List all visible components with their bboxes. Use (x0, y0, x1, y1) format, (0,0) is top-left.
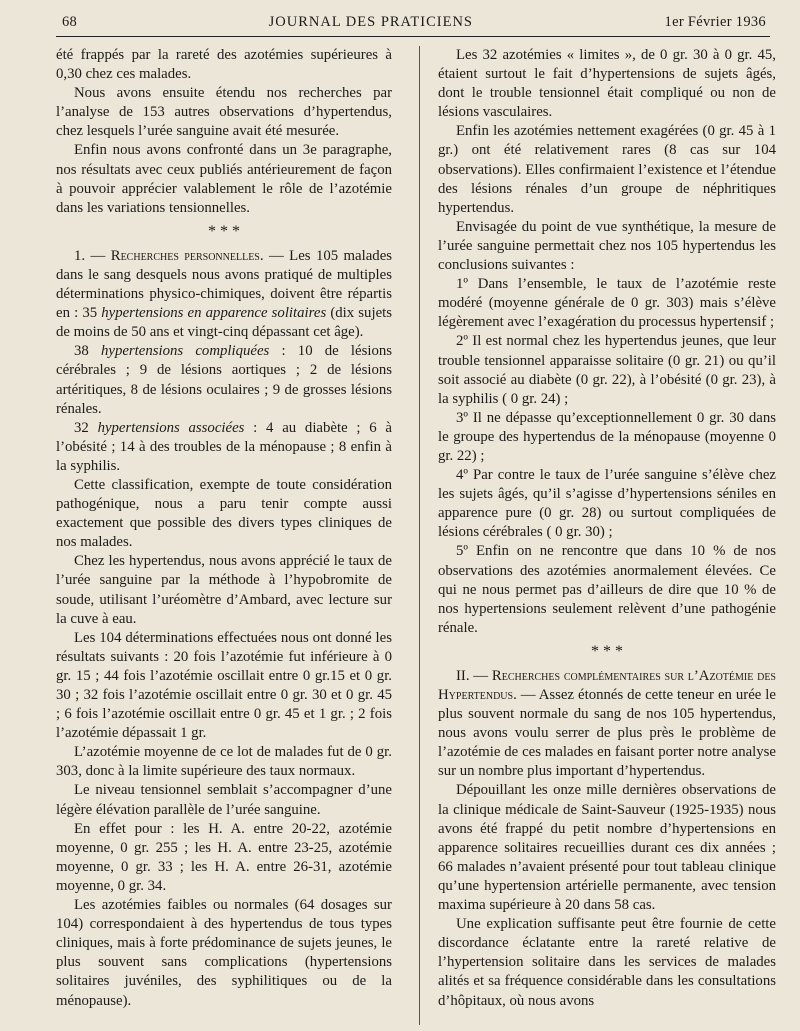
left-column (56, 46, 392, 1011)
paragraph: 2º Il est normal chez les hypertendus jeunes, que leur trouble tensionnel apparaisse solitaire (0 gr. 21) ou qu’il soit associé au diabète (0 gr. 22), à l’obésité (0 gr. 23), à la syphilis ( 0 gr. 24) ; (438, 333, 776, 407)
section-heading-paragraph (56, 247, 392, 342)
paragraph: Les 32 azotémies « limites », de 0 gr. 30 à 0 gr. 45, étaient surtout le fait d’hypertensions de sujets âgés, dont le trouble tensionnel était compliqué ou non de lésions vasculaires. (438, 47, 776, 121)
section-number: II. — (456, 667, 489, 684)
emphasis: hypertensions associées (97, 419, 245, 436)
paragraph (56, 342, 392, 418)
paragraph: L’azotémie moyenne de ce lot de malades fut de 0 gr. 303, donc à la limite supérieure des taux normaux. (56, 744, 392, 780)
paragraph: été frappés par la rareté des azotémies supérieures à 0,30 chez ces malades. (56, 47, 392, 83)
section-separator: * * * (591, 642, 623, 660)
paragraph: Nous avons ensuite étendu nos recherches par l’analyse de 153 autres observations d’hypertendus, chez lesquels l’urée sanguine avait été mesurée. (56, 85, 392, 140)
page-number: 68 (62, 14, 78, 30)
paragraph: Chez les hypertendus, nous avons apprécié le taux de l’urée sanguine par la méthode à l’hypobromite de soude, utilisant l’uréomètre d’Ambard, avec lecture sur la cuve à eau. (56, 553, 392, 627)
paragraph-text: : 4 au diabète ; 6 à l’obésité ; 14 à des troubles de la ménopause ; 8 enfin à la syphilis. (56, 419, 392, 474)
paragraph: Enfin les azotémies nettement exagérées (0 gr. 45 à 1 gr.) ont été relativement rares (8 cas sur 104 observations). Elles confirmaient l’existence et l’étendue des lésions rénales d’un groupe de néphritiques hypertendus. (438, 123, 776, 216)
paragraph: 1º Dans l’ensemble, le taux de l’azotémie reste modéré (moyenne générale de 0 gr. 303) mais s’élève légèrement avec l’exagération du processus hypertensif ; (438, 276, 776, 331)
issue-date: 1er Février 1936 (664, 14, 766, 30)
paragraph: 4º Par contre le taux de l’urée sanguine s’élève chez les sujets âgés, qu’il s’agisse d’hypertensions séniles en apparence pure (0 gr. 28) ou surtout compliquées de lésions cérébrales ( 0 gr. 30) ; (438, 467, 776, 541)
emphasis: hypertensions compliquées (100, 343, 270, 360)
emphasis: hypertensions en apparence solitaires (101, 305, 327, 322)
section-text: (dix sujets de moins de 50 ans et vingt-cinq dépassant cet âge). (56, 305, 393, 341)
header-rule (56, 36, 770, 37)
section-separator: * * * (208, 222, 240, 240)
paragraph (56, 419, 392, 476)
section-text: — Les 105 malades dans le sang desquels nous avons pratiqué de multiples déterminations physico-chimiques, doivent être répartis en : 35 (56, 247, 393, 322)
paragraph: Cette classification, exempte de toute considération pathogénique, nous a paru tenir compte aussi exactement que possible des divers types cliniques de nos malades. (56, 476, 392, 551)
paragraph: 5º Enfin on ne rencontre que dans 10 % de nos observations des azotémies anormalement élevées. Ce qui ne nous permet pas d’ailleurs de dire que 10 % de nos hypertensions seulement relèvent d’une pathogénie rénale. (438, 543, 776, 636)
paragraph: Enfin nous avons confronté dans un 3e paragraphe, nos résultats avec ceux publiés antérieurement de façon à pouvoir apprécier valablement le rôle de l’azotémie dans les variations tensionnelles. (56, 142, 392, 216)
column-divider (419, 46, 420, 1025)
count: 32 (74, 419, 89, 436)
paragraph: Dépouillant les onze mille dernières observations de la clinique médicale de Saint-Sauveur (1925-1935) nous avons été frappé du petit nombre d’hypertensions en apparence solitaires recueillies durant ces dix années ; 66 malades n’avaient présenté pour tout tableau clinique qu’une hypertension artérielle permanente, avec tension maxima supérieure à 20 dans 58 cas. (438, 782, 776, 914)
section-text: — Assez étonnés de cette teneur en urée le plus souvent normale du sang de nos 105 hypertendus, nous avons voulu serrer de plus près le problème de l’azotémie de ces malades en faisant porter notre analyse sur un nombre plus important d’hypertendus. (438, 687, 776, 780)
section-heading-paragraph (438, 667, 776, 782)
count: 38 (74, 343, 89, 360)
paragraph: En effet pour : les H. A. entre 20-22, azotémie moyenne, 0 gr. 255 ; les H. A. entre 23-25, azotémie moyenne, 0 gr. 33 ; les H. A. entre 26-31, azotémie moyenne, 0 gr. 34. (56, 820, 392, 894)
paragraph: Une explication suffisante peut être fournie de cette discordance éclatante entre la rareté relative de l’hypertension solitaire dans les services de malades alités et sa fréquence considérable dans les consultations d’hôpitaux, où nous avons (438, 916, 776, 1009)
paragraph-text: : 10 de lésions cérébrales ; 9 de lésions aortiques ; 2 de lésions artéritiques, 8 de lésions oculaires ; 9 de grosses lésions rénales. (56, 343, 393, 417)
paragraph: Les azotémies faibles ou normales (64 dosages sur 104) correspondaient à des hypertendus de tous types cliniques, mais à forte prédominance de sujets jeunes, le plus souvent sans complications (hypertensions solitaires juvéniles, des syphilitiques ou de la ménopause). (56, 897, 392, 1009)
journal-title: JOURNAL DES PRATICIENS (268, 14, 473, 30)
paragraph: Le niveau tensionnel semblait s’accompagner d’une légère élévation parallèle de l’urée sanguine. (56, 782, 392, 818)
section-number: 1. — (74, 247, 106, 264)
section-title: Recherches complémentaires sur l’Azotémie des Hypertendus. (438, 667, 776, 703)
paragraph: 3º Il ne dépasse qu’exceptionnellement 0 gr. 30 dans le groupe des hypertendus de la ménopause (moyenne 0 gr. 22) ; (438, 409, 776, 464)
paragraph: Envisagée du point de vue synthétique, la mesure de l’urée sanguine permettait chez nos 105 hypertendus les conclusions suivantes : (438, 218, 776, 274)
paragraph: Les 104 déterminations effectuées nous ont donné les résultats suivants : 20 fois l’azotémie fut inférieure à 0 gr. 15 ; 44 fois l’azotémie oscillait entre 0 gr.15 et 0 gr. 30 ; 32 fois l’azotémie oscillait entre 0 gr. 30 et 0 gr. 45 ; 6 fois l’azotémie oscillait entre 0 gr. 45 et 1 gr. ; 2 fois l’azotémie dépassait 1 gr. (56, 629, 392, 742)
section-title: Recherches personnelles. (110, 247, 264, 264)
right-column (438, 46, 776, 1011)
